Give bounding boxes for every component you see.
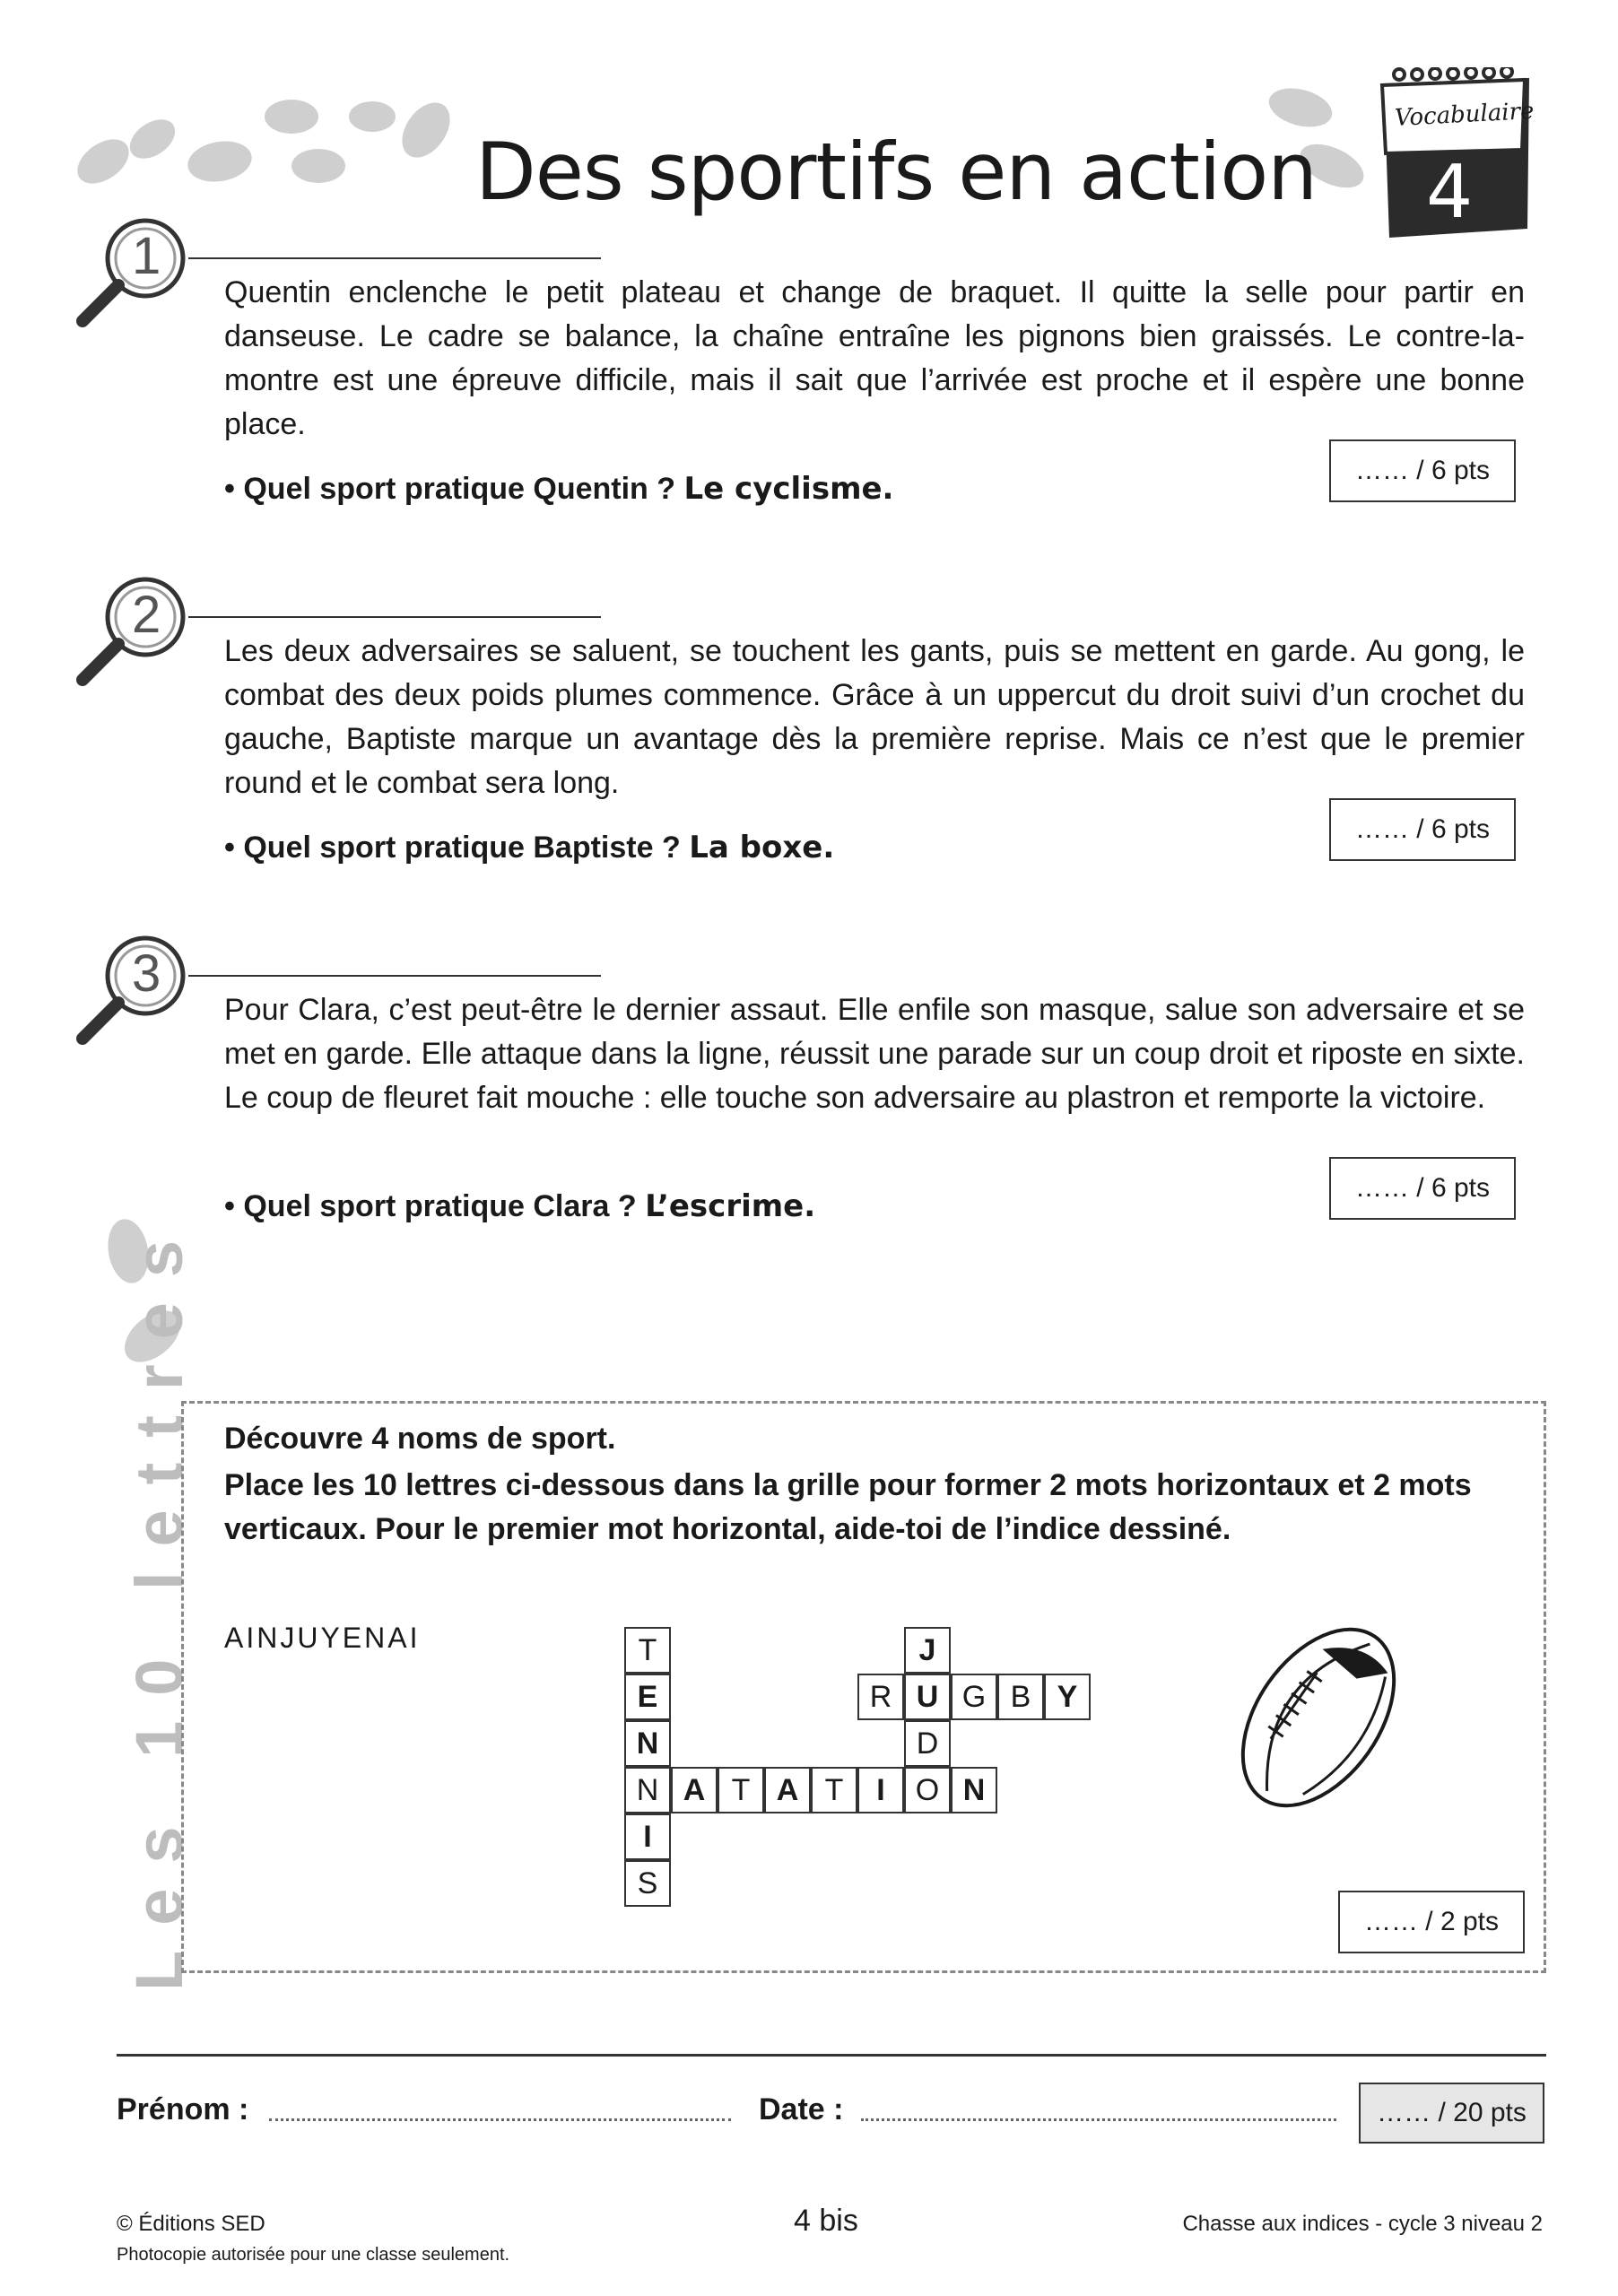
grid-cell: A [764, 1767, 811, 1813]
section-number: 2 [132, 586, 161, 644]
grid-cell: I [857, 1767, 904, 1813]
section-question [224, 1188, 815, 1224]
grid-cell: N [951, 1767, 997, 1813]
score-box: …… / 2 pts [1338, 1891, 1525, 1953]
grid-cell: S [624, 1860, 671, 1907]
grid-cell: A [671, 1767, 718, 1813]
score-box: …… / 6 pts [1329, 798, 1516, 861]
total-score-box: …… / 20 pts [1359, 2083, 1544, 2144]
grid-cell: T [718, 1767, 764, 1813]
prenom-label: Prénom : [117, 2092, 249, 2126]
date-label: Date : [759, 2092, 844, 2126]
section-text: Pour Clara, c’est peut-être le dernier assaut. Elle enfile son masque, salue son adversaire et se met en garde. Elle attaque dans la ligne, réussit une parade sur un coup droit et riposte en sixte. Le coup de fleuret fait mouche : elle touche son adversaire au plastron et remporte la victoire. [224, 993, 1525, 1115]
section-rule [188, 975, 601, 977]
grid-cell: G [951, 1674, 997, 1720]
footer-rule [117, 2054, 1546, 2057]
score-box: …… / 6 pts [1329, 439, 1516, 502]
answer-text: Le cyclisme. [683, 471, 894, 507]
grid-cell: I [624, 1813, 671, 1860]
rugby-ball-icon [1220, 1614, 1417, 1821]
section-question [224, 830, 834, 865]
puzzle-instruction-title: Découvre 4 noms de sport. [224, 1422, 616, 1456]
series-name: Chasse aux indices - cycle 3 niveau 2 [1182, 2212, 1543, 2236]
grid-cell: T [624, 1627, 671, 1674]
section-rule [188, 616, 601, 618]
badge-label: Vocabulaire [1394, 97, 1535, 133]
copyright: © Éditions SED [117, 2212, 265, 2236]
grid-cell: D [904, 1720, 951, 1767]
vocabulary-badge [1377, 67, 1534, 247]
page-title: Des sportifs en action [475, 126, 1317, 218]
footprints-decoration [63, 76, 466, 193]
answer-text: La boxe. [689, 830, 835, 865]
grid-cell: T [811, 1767, 857, 1813]
section-text: Quentin enclenche le petit plateau et change de braquet. Il quitte la selle pour partir en danseuse. Le cadre se balance, la chaîne entraîne les pignons bien graissés. Le contre-la-montre est une épreuve difficile, mais il sait que l’arrivée est proche et il espère une bonne place. [224, 275, 1525, 441]
score-box: …… / 6 pts [1329, 1157, 1516, 1220]
section-number: 3 [132, 944, 161, 1003]
side-label: Les 10 lettres [122, 1214, 196, 1991]
section-rule [188, 257, 601, 259]
grid-cell: U [904, 1674, 951, 1720]
grid-cell: N [624, 1720, 671, 1767]
grid-cell: J [904, 1627, 951, 1674]
section-number: 1 [132, 227, 161, 285]
grid-cell: Y [1044, 1674, 1091, 1720]
section-text: Les deux adversaires se saluent, se touchent les gants, puis se mettent en garde. Au gong, le combat des deux poids plumes commence. Grâce à un uppercut du droit suivi d’un crochet du gauche, Baptiste marque un avantage dès la première reprise. Mais ce n’est que le premier round et le combat sera long. [224, 634, 1525, 800]
grid-cell: B [997, 1674, 1044, 1720]
grid-cell: E [624, 1674, 671, 1720]
question-text: • Quel sport pratique Clara ? [224, 1189, 637, 1223]
photocopy-note: Photocopie autorisée pour une classe seulement. [117, 2245, 510, 2265]
date-field[interactable] [861, 2118, 1336, 2121]
badge-number: 4 [1426, 150, 1474, 235]
grid-cell: R [857, 1674, 904, 1720]
letters: AINJUYENAI [224, 1622, 421, 1654]
question-text: • Quel sport pratique Baptiste ? [224, 831, 681, 865]
puzzle-instruction: Place les 10 lettres ci-dessous dans la grille pour former 2 mots horizontaux et 2 mots verticaux. Pour le premier mot horizontal, aide-toi de l’indice dessiné. [224, 1468, 1472, 1546]
grid-cell: N [624, 1767, 671, 1813]
answer-text: L’escrime. [645, 1188, 816, 1224]
section-question [224, 471, 893, 507]
page-number: 4 bis [794, 2204, 858, 2238]
prenom-field[interactable] [269, 2118, 731, 2121]
grid-cell: O [904, 1767, 951, 1813]
question-text: • Quel sport pratique Quentin ? [224, 472, 676, 506]
